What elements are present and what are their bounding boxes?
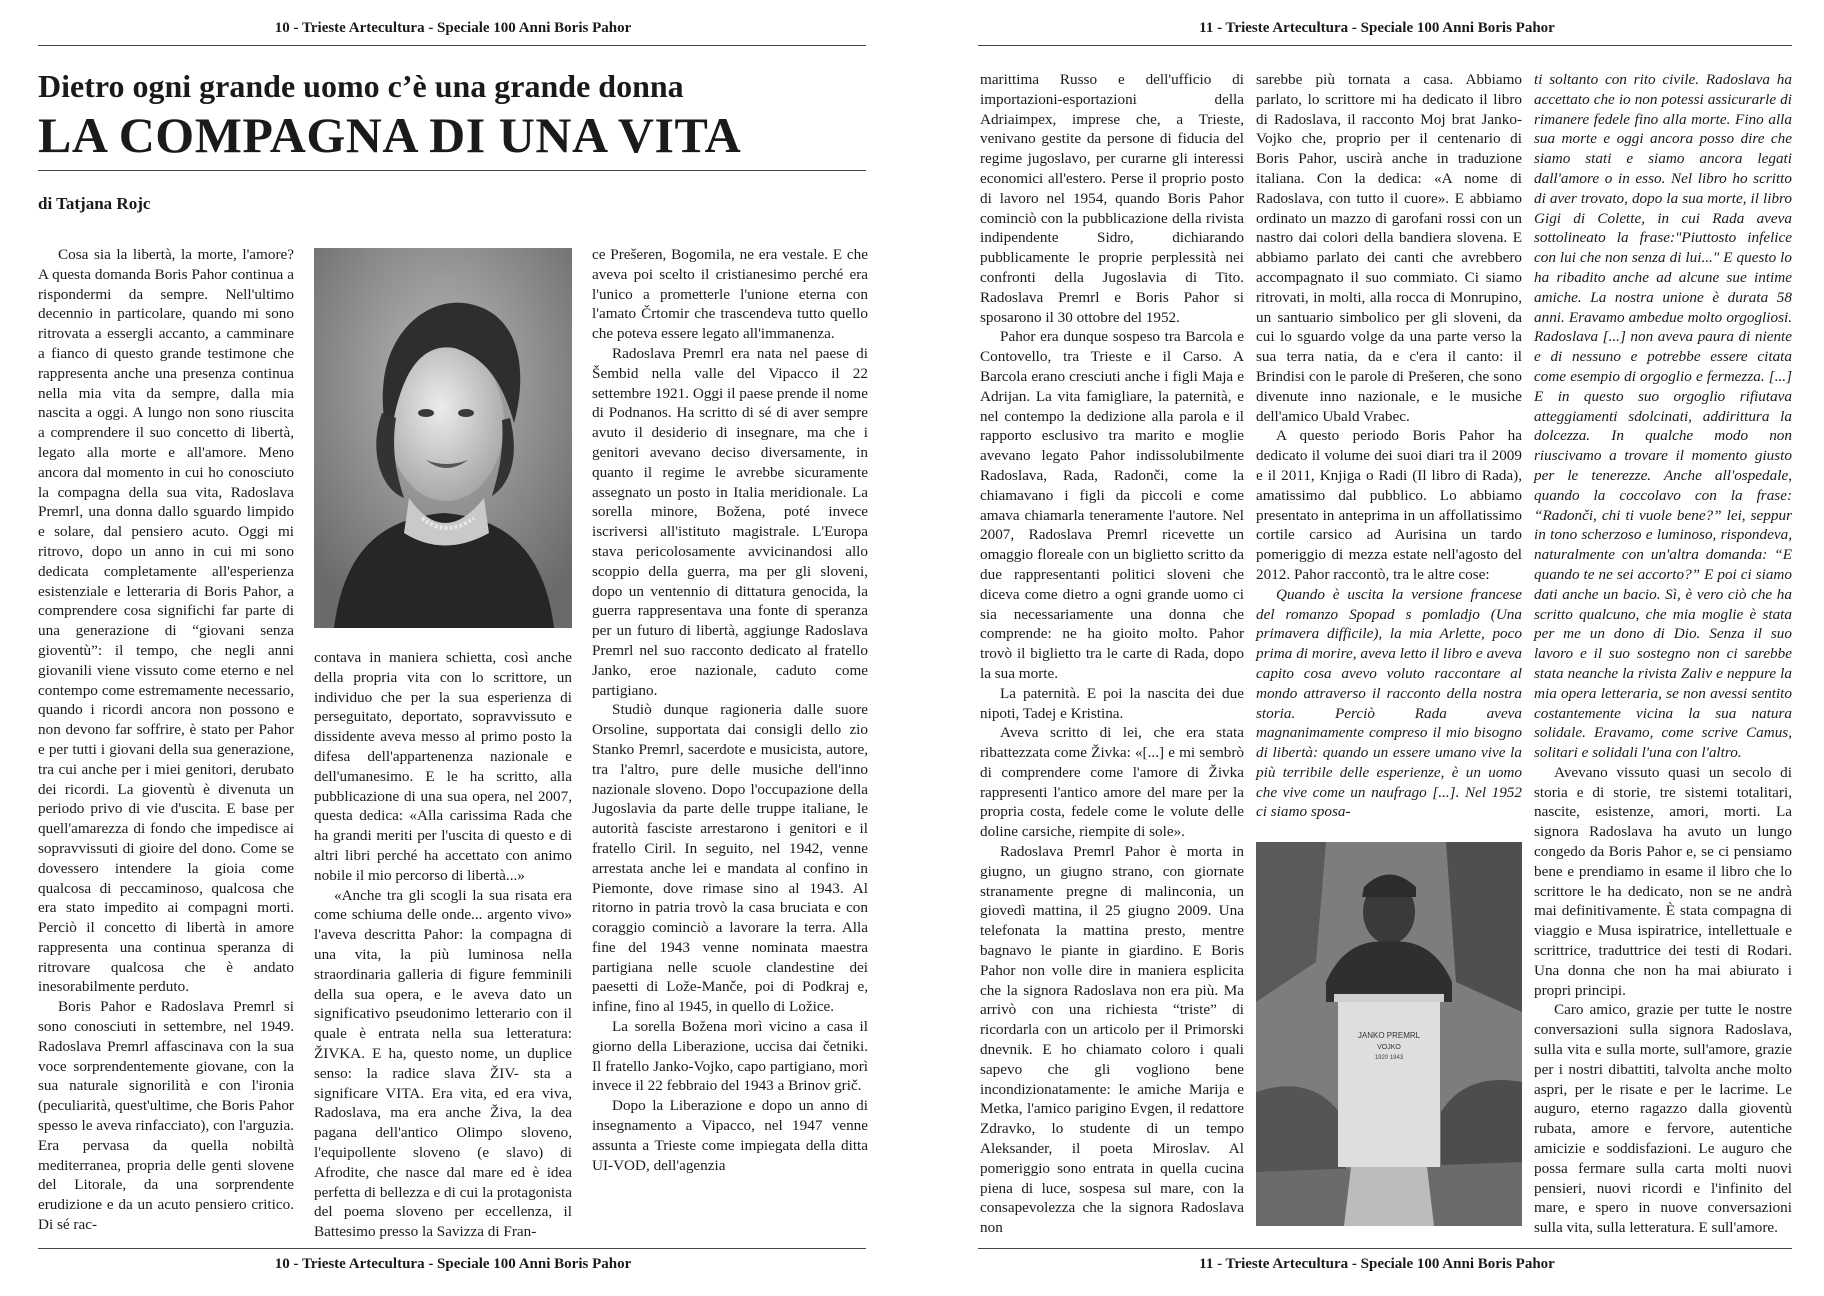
left-footer-rule: [38, 1248, 866, 1249]
paragraph: «Anche tra gli scogli la sua risata era come schiuma delle onde... argento vivo» l'aveva descritta Pahor: la compagna di una vita, la più luminosa nella straordinaria galleria di figure femminili della sua opera, e le aveva dato un significativo pseudonimo letterario con il quale è entrata nella sua letteratura: ŽIVKA. E ha, questo nome, un duplice senso: la radice slava ŽIV- sta a significare VITA. Era vita, ed era viva, Radoslava, ma era anche Živa, la dea pagana dell'antico Olimpo sloveno, l'equipollente sloveno (e slavo) di Afrodite, che nasce dal mare ed è idea perfetta di bellezza e di cui la protagonista del poema sloveno per eccellenza, il Battesimo presso la Savizza di Fran-: [314, 886, 572, 1241]
left-running-header: 10 - Trieste Artecultura - Speciale 100 Anni Boris Pahor: [274, 20, 632, 36]
paragraph: Studiò dunque ragioneria dalle suore Orsoline, supportata dai consigli dello zio Stanko Premrl, sacerdote e musicista, autore, tra l'altro, pure delle musiche dell'inno nazionale sloveno. Dopo l'occupazione della Jugoslavia da parte delle truppe italiane, le autorità fasciste arrestarono i genitori e il fratello Ciril. In seguito, nel 1942, venne arrestata anche lei e mandata al confino in Piemonte, dove rimase sino al 1943. Al ritorno in patria trovò la casa bruciata e con coraggio cominciò a lavorare la terra. Alla fine del 1943 venne nominata maestra partigiana nelle scuole clandestine dei paesetti di Lože-Manče, poi di Podkraj e, infine, fino al 1945, in quello di Ložice.: [592, 701, 868, 1016]
right-column-3: [1534, 70, 1792, 1238]
paragraph: Avevano vissuto quasi un secolo di storia e di storie, tre sistemi totalitari, nascite, esistenze, amori, morti. La signora Radoslava ha avuto un lungo congedo da Boris Pahor e, se ci pensiamo bene e prendiamo in esame il libro che lo scrittore le ha dedicato, non se ne andrà mai definitivamente. È stata compagna di viaggio e Musa ispiratrice, intellettuale e scrittrice, traduttrice dei testi di Rodari. Una donna che non ha mai abiurato i propri principi.: [1534, 763, 1792, 999]
bust-monument-image: [1256, 842, 1522, 1226]
portrait-woman-image: [314, 248, 572, 628]
paragraph: sarebbe più tornata a casa. Abbiamo parlato, lo scrittore mi ha dedicato il libro di Radoslava, il racconto Moj brat Janko-Vojko che, proprio per il centenario di Boris Pahor, uscirà anche in traduzione italiana. Con la dedica: «A nome di Radoslava, con tutto il cuore». E abbiamo ordinato un mazzo di garofani rossi con un nastro dai colori della bandiera slovena. E abbiamo parlato dei canti che avrebbero accompagnato il suo commiato. Ci siamo ritrovati, in molti, alla rocca di Monrupino, un santuario simbolico per gli sloveni, da cui lo sguardo volge da una parte verso la sua terra natia, da e c'era il canto: il Brindisi con le parole di Prešeren, che sono divenute inno nazionale, e le musiche dell'amico Ubald Vrabec.: [1256, 71, 1522, 425]
article-title: LA COMPAGNA DI UNA VITA: [38, 107, 742, 163]
right-footer-rule: [978, 1248, 1792, 1249]
left-column-2: [314, 648, 572, 1242]
plaque-name: JANKO PREMRL: [1357, 1031, 1421, 1040]
paragraph: Pahor era dunque sospeso tra Barcola e Contovello, tra Trieste e il Carso. A Barcola erano cresciuti anche i figli Maja e Adrijan. La vita famigliare, la paternità, e nel contempo la dedizione alla parola e il rapporto esclusivo tra marito e moglie avevano legato Pahor indissolubilmente Radoslava, Rada, Radonči, come la chiamavano i figli da piccoli e come amava chiamarla teneramente l'autore. Nel 2007, Radoslava Premrl ricevette un omaggio floreale con un biglietto scritto da due rappresentanti politici sloveni che diceva come dietro a ogni grande uomo ci sia necessariamente una donna che comprende: ne ha gioito molto. Pahor trovò il biglietto tra le carte di Rada, dopo la sua morte.: [980, 328, 1244, 682]
paragraph: La sorella Božena morì vicino a casa il giorno della Liberazione, uccisa dai četniki. Il fratello Janko-Vojko, capo partigiano, morì invece il 22 febbraio del 1943 a Brinov grič.: [592, 1018, 868, 1095]
quoted-paragraph: Quando è uscita la versione francese del romanzo Spopad s pomladjo (Una primavera difficile), la mia Arlette, poco prima di morire, aveva letto il libro e aveva capito cosa avevo voluto raccontare al mondo attraverso il racconto della nostra storia. Perciò Rada aveva magnanimamente compreso il mio bisogno di libertà: quando un essere umano vive la più terribile delle esperienze, è un uomo che vive come un naufrago [...]. Nel 1952 ci siamo sposa-: [1256, 585, 1522, 821]
left-header-rule: [38, 45, 866, 46]
right-header-rule: [978, 45, 1792, 46]
paragraph: contava in maniera schietta, così anche della propria vita con lo scrittore, un individuo che per la sua esperienza di perseguitato, deportato, sopravvissuto e dissidente aveva messo al primo posto la difesa dell'appartenenza nazionale e dell'umanesimo. E le ha scritto, alla pubblicazione di una sua opera, nel 2007, questa dedica: «Alla carissima Rada che ha grandi meriti per l'uscita di questo e di altri libri perché ha accettato con animo nobile il mio percorso di libertà...»: [314, 649, 572, 884]
paragraph: Caro amico, grazie per tutte le nostre conversazioni sulla signora Radoslava, sulla vita e sulla morte, sull'amore, grazie per i nostri dibattiti, talvolta anche molto aspri, per le risate e per le lacrime. Le auguro, eterno ragazzo dalla gioventù rubata, amore e fervore, autentiche amicizie e soddisfazioni. Le auguro che possa fermare sulla carta molti nuovi pensieri, nuovi ricordi e l'infinito del mare, e spero in nuove conversazioni sulla vita, sulla letteratura. E sull'amore.: [1534, 1001, 1792, 1237]
right-page: [912, 0, 1824, 1296]
left-column-3: [592, 245, 868, 1175]
paragraph: ce Prešeren, Bogomila, ne era vestale. E che aveva poi scelto il cristianesimo perché era l'unico a prometterle l'unione eterna con l'amato Črtomir che trascendeva tutto quello che poteva essere legato all'immanenza.: [592, 246, 868, 343]
left-column-1: [38, 245, 294, 1235]
paragraph: Dopo la Liberazione e dopo un anno di insegnamento a Vipacco, nel 1947 venne assunta a Trieste come impiegata della ditta UI-VOD, dell'agenzia: [592, 1097, 868, 1174]
paragraph: Radoslava Premrl era nata nel paese di Šembid nella valle del Vipacco il 22 settembre 1921. Oggi il paese prende il nome di Podnanos. Ha scritto di sé di aver sempre avuto il desiderio di insegnare, ma che i genitori avevano deciso diversamente, in quanto il regime le avrebbe sicuramente assegnato un posto in Italia meridionale. La sorella minore, Božena, poté invece iscriversi all'istituto magistrale. L'Europa stava pericolosamente avvicinandosi allo scoppio della guerra, ma per gli sloveni, dopo un ventennio di dittatura genocida, la guerra rappresentava una fonte di speranza per un futuro di libertà, aggiunge Radoslava Premrl nel suo racconto dedicato al fratello Janko, eroe nazionale, caduto come partigiano.: [592, 344, 868, 699]
byline: di Tatjana Rojc: [38, 194, 151, 213]
monument-photo: [1256, 842, 1522, 1226]
article-kicker: Dietro ogni grande uomo c’è una grande donna: [38, 68, 684, 104]
paragraph: Cosa sia la libertà, la morte, l'amore? A questa domanda Boris Pahor continua a rispondermi da sempre. Nell'ultimo decennio in particolare, quando mi sono ritrovata a essergli accanto, a camminare a fianco di questo grande testimone che rappresenta anche una presenza continua nella mia vita da sempre, dalla mia nascita a oggi. A lungo non sono riuscita a comprendere il suo concetto di libertà, legato alla morte e all'amore. Meno ancora dal momento in cui ho conosciuto la compagna della sua vita, Radoslava Premrl, una donna dallo sguardo limpido e solare, dal pensiero acuto. Oggi mi ritrovo, dopo un anno in cui mi sono dedicata completamente all'esperienza esistenziale e letteraria di Boris Pahor, a comprendere cosa significhi far parte di una generazione di “giovani senza gioventù”: il tempo, che negli anni giovanili viene vissuto come eterno e nel contempo come estremamente necessario, quando i ricordi ancora non possono e non devono far soffrire, è stato per Pahor e per tutti i giovani della sua generazione, tra cui anche per i miei genitori, derubato dei ricordi. La gioventù è divenuta un periodo privo di vie d'uscita. E base per quell'amarezza di fondo che impedisce ai sopravvissuti di gioire del dono. Come se dovessero intendere la gioia come qualcosa di peccaminoso, qualcosa che era stato impedito ai compagni morti. Perciò il concetto di libertà in amore rappresenta una continua speranza di ritrovare qualcosa che è andato inesorabilmente perduto.: [38, 246, 294, 996]
plaque-years: 1920 1943: [1374, 1055, 1404, 1061]
portrait-photo: [314, 248, 572, 628]
paragraph: Aveva scritto di lei, che era stata ribattezzata come Živka: «[...] e mi sembrò di comprendere come l'amore di Živka rappresenti l'antico amore del mare per la propria costa, fedele come le volute delle doline carsiche, riempite di sole».: [980, 724, 1244, 841]
paragraph: marittima Russo e dell'ufficio di importazioni-esportazioni della Adriaimpex, imprese che, a Trieste, venivano gestite da persone di fiducia del regime jugoslavo, per curarne gli interessi economici all'estero. Perse il proprio posto di lavoro nel 1954, quando Boris Pahor cominciò con la pubblicazione della rivista indipendente Sidro, dichiarando pubblicamente le proprie perplessità nei confronti della Jugoslavia di Tito. Radoslava Premrl e Boris Pahor si sposarono il 30 ottobre del 1952.: [980, 71, 1244, 326]
left-running-footer: 10 - Trieste Artecultura - Speciale 100 Anni Boris Pahor: [274, 1256, 632, 1272]
right-running-header: 11 - Trieste Artecultura - Speciale 100 Anni Boris Pahor: [1199, 20, 1555, 36]
right-column-2: [1256, 70, 1522, 822]
paragraph: A questo periodo Boris Pahor ha dedicato il volume dei suoi diari tra il 2009 e il 2011, Knjiga o Radi (Il libro di Rada), amatissimo dal pubblico. Lo abbiamo presentato in anteprima in un affollatissimo cortile carsico ad Aurisina un tardo pomeriggio di mezza estate nell'agosto del 2012. Pahor raccontò, tra le altre cose:: [1256, 427, 1522, 583]
paragraph: La paternità. E poi la nascita dei due nipoti, Tadej e Kristina.: [980, 684, 1244, 722]
paragraph: Radoslava Premrl Pahor è morta in giugno, un giugno strano, con giornate stranamente pregne di malinconia, un giovedì mattina, il 25 giugno 2009. Una telefonata la mattina presto, mentre bagnavo le piante in giardino. E Boris Pahor non volle dire in maniera esplicita che la signora Radoslava non era più. Ma arrivò con una richiesta “triste” di ricordarla con un articolo per il Primorski dnevnik. E ho chiamato coloro i quali sapevo che gli vogliono bene incondizionatamente: le amiche Marija e Metka, l'amico parigino Evgen, il redattore Zdravko, lo studente di un tempo Aleksander, il poeta Miroslav. Al pomeriggio sono entrata in quella cucina piena di luce, sospesa sul mare, con la consapevolezza che la signora Radoslava non: [980, 843, 1244, 1237]
plaque-alias: VOJKO: [1377, 1044, 1401, 1051]
right-running-footer: 11 - Trieste Artecultura - Speciale 100 Anni Boris Pahor: [1199, 1256, 1555, 1272]
title-rule: [38, 170, 866, 171]
paragraph: Boris Pahor e Radoslava Premrl si sono conosciuti in settembre, nel 1949. Radoslava Premrl affascinava con la sua voce sorprendentemente giovane, con la sua naturale signorilità e con l'ironia (peculiarità, quest'ultime, che Boris Pahor spesso le aveva rinfacciato), con l'arguzia. Era pervasa da quella nobiltà mediterranea, propria delle genti slovene del Litorale, da una sorprendente erudizione e da un acuto pensiero critico. Di sé rac-: [38, 998, 294, 1234]
quoted-paragraph: ti soltanto con rito civile. Radoslava ha accettato che io non potessi assicurarle di rimanere fedele fino alla morte. Fino alla sua morte e oggi ancora posso dire che siamo stati e siamo ancora legati dall'amore o in esso. Nel libro ho scritto di aver trovato, dopo la sua morte, il libro Gigi di Colette, in cui Rada aveva sottolineato la frase:"Piuttosto infelice con lui che non senza di lui..." E questo lo ha ribadito anche ad alcune sue intime amiche. La nostra unione è durata 58 anni. Eravamo ambedue molto orgogliosi. Radoslava [...] non aveva paura di niente e di nessuno e potrebbe essere citata come esempio di orgoglio e fermezza. [...] E in questo suo orgoglio rifiutava atteggiamenti sdolcinati, addirittura la dolcezza. In qualche modo non riuscivamo a trovare il momento giusto per le tenerezze. Anche all'ospedale, quando la coccolavo con la frase: “Radonči, chi ti vuole bene?” lei, seppur in tono scherzoso e luminoso, rispondeva, naturalmente con un'altra domanda: “E quando te ne sei accorto?” E poi ci siamo dati anche un bacio. Sì, è vero ciò che ha scritto qualcuno, che mia moglie è stata per me un dono di Dio. Senza il suo lavoro e il suo sostegno non ci sarebbe stata neanche la rivista Zaliv e neppure la mia opera letteraria, se non avessi sentito costantemente vicina la sua natura solidale. Eravamo, come scrive Camus, solitari e solidali l'una con l'altro.: [1534, 71, 1792, 762]
right-column-1: [980, 70, 1244, 1238]
